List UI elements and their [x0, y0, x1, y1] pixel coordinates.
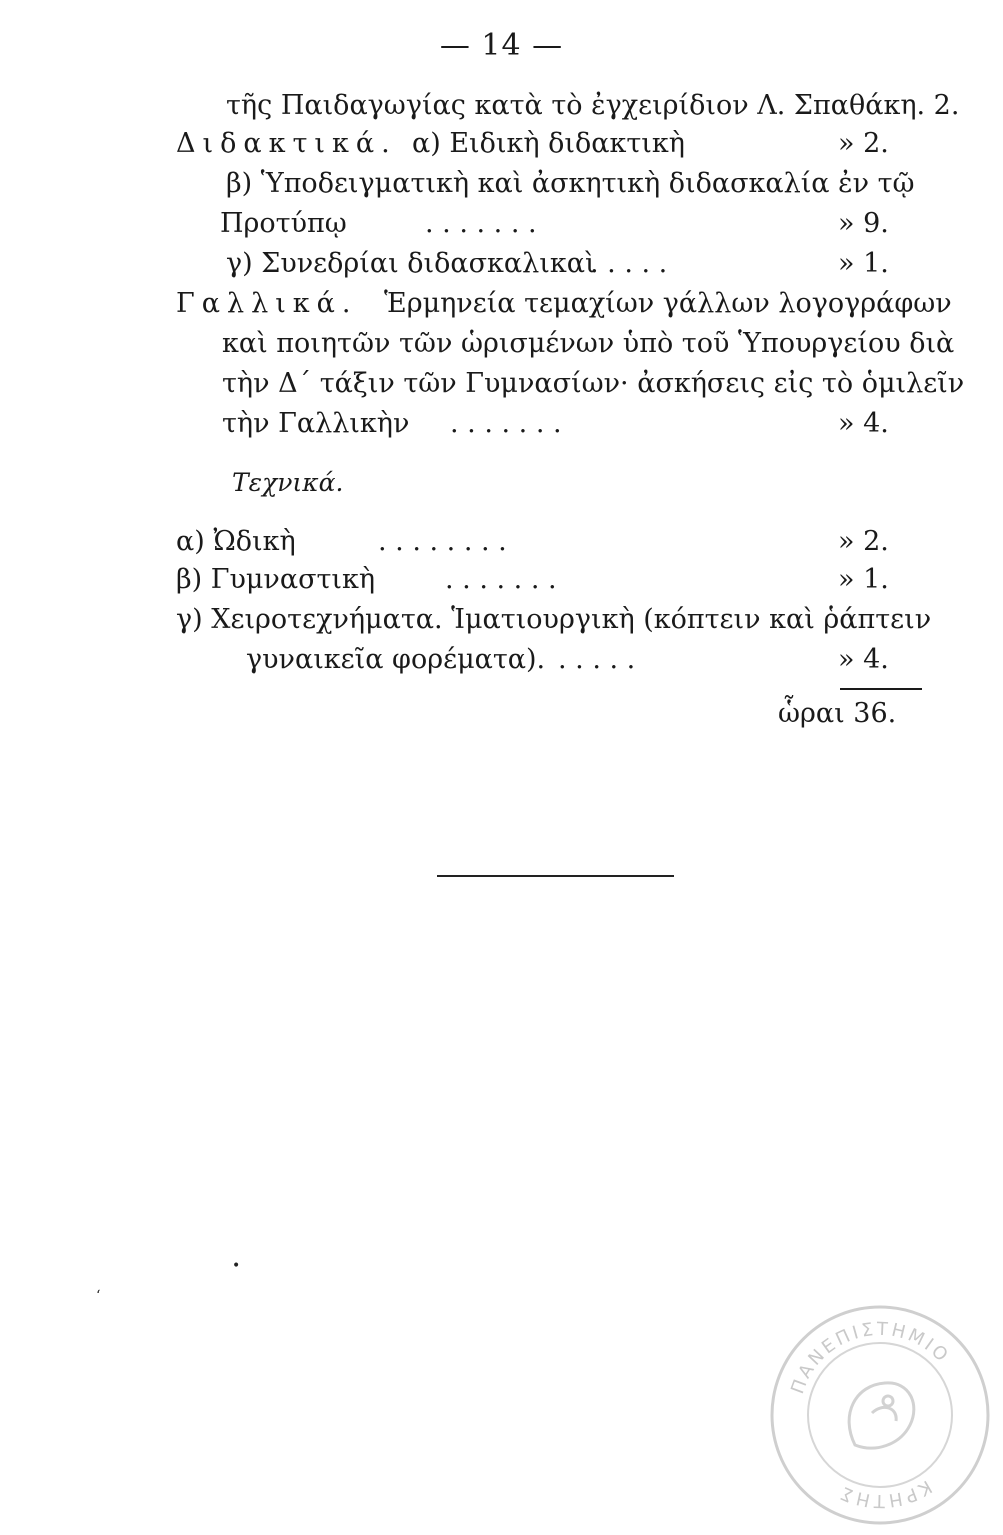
stamp-inner-ring [808, 1343, 952, 1487]
entry-synedriai-text: γ) Συνεδρίαι διδασκαλικαὶ [226, 248, 596, 279]
text-line-cheirotechnimata: γ) Χειροτεχνήματα. Ἱματιουργικὴ (κόπτειν καὶ ῥάπτειν [176, 604, 932, 635]
section-heading: Τεχνικά. [232, 468, 344, 497]
entry-odiki-text: α) Ὠδικὴ [176, 526, 296, 557]
stamp-emblem [849, 1383, 914, 1448]
entry-gallikin-dots: . . . . . . . [450, 408, 562, 439]
stamp-lettering: ΠΑΝΕΠΙΣΤΗΜΙΟ [787, 1318, 954, 1397]
entry-gymnastiki-dots: . . . . . . . [445, 564, 557, 595]
entry-odiki-hours: » 2. [838, 526, 889, 557]
entry-didaktika-label: Διδακτικά. [176, 128, 397, 159]
entry-gallika-text: Ἑρμηνεία τεμαχίων γάλλων λογογράφων [384, 288, 952, 319]
entry-didaktika-hours: » 2. [838, 128, 889, 159]
speck-dot: • [232, 1258, 241, 1274]
entry-protypo-hours: » 9. [838, 208, 889, 239]
entry-didaktika-text: α) Ειδικὴ διδακτικὴ [412, 128, 685, 159]
speck-mark: ‘ [96, 1288, 101, 1304]
entry-gallikin-hours: » 4. [838, 408, 889, 439]
page-number: — 14 — [439, 28, 564, 63]
entry-protypo-text: Προτύπῳ [220, 208, 347, 239]
entry-gallikin-text: τὴν Γαλλικὴν [222, 408, 410, 439]
end-rule [437, 875, 674, 877]
text-line-1: τῆς Παιδαγωγίας κατὰ τὸ ἐγχειρίδιον Λ. Σπαθάκη. 2. [226, 90, 960, 121]
entry-gymnastiki-hours: » 1. [838, 564, 889, 595]
text-line-8: τὴν Δ΄ τάξιν τῶν Γυμνασίων· ἀσκήσεις εἰς τὸ ὁμιλεῖν [222, 368, 965, 399]
entry-gymnastiki-text: β) Γυμναστικὴ [176, 564, 376, 595]
entry-foremata-dots: . . . . . [558, 644, 636, 675]
sum-rule [840, 688, 922, 690]
entry-synedriai-hours: » 1. [838, 248, 889, 279]
entry-protypo-dots: . . . . . . . [425, 208, 537, 239]
text-line-3: β) Ὑποδειγματικὴ καὶ ἀσκητικὴ διδασκαλία ἐν τῷ [226, 168, 915, 199]
entry-odiki-dots: . . . . . . . . [378, 526, 507, 557]
text-line-7: καὶ ποιητῶν τῶν ὡρισμένων ὑπὸ τοῦ Ὑπουργείου διὰ [222, 328, 955, 359]
svg-text:ΚΡΗΤΗΣ: ΚΡΗΤΗΣ [835, 1475, 936, 1512]
entry-foremata-hours: » 4. [838, 644, 889, 675]
entry-foremata-text: γυναικεῖα φορέματα). [246, 644, 546, 675]
university-stamp [760, 1295, 1000, 1535]
entry-gallika-label: Γαλλικά. [176, 288, 358, 319]
entry-synedriai-dots: . . . . . [590, 248, 668, 279]
total-hours: ὧραι 36. [778, 698, 897, 729]
